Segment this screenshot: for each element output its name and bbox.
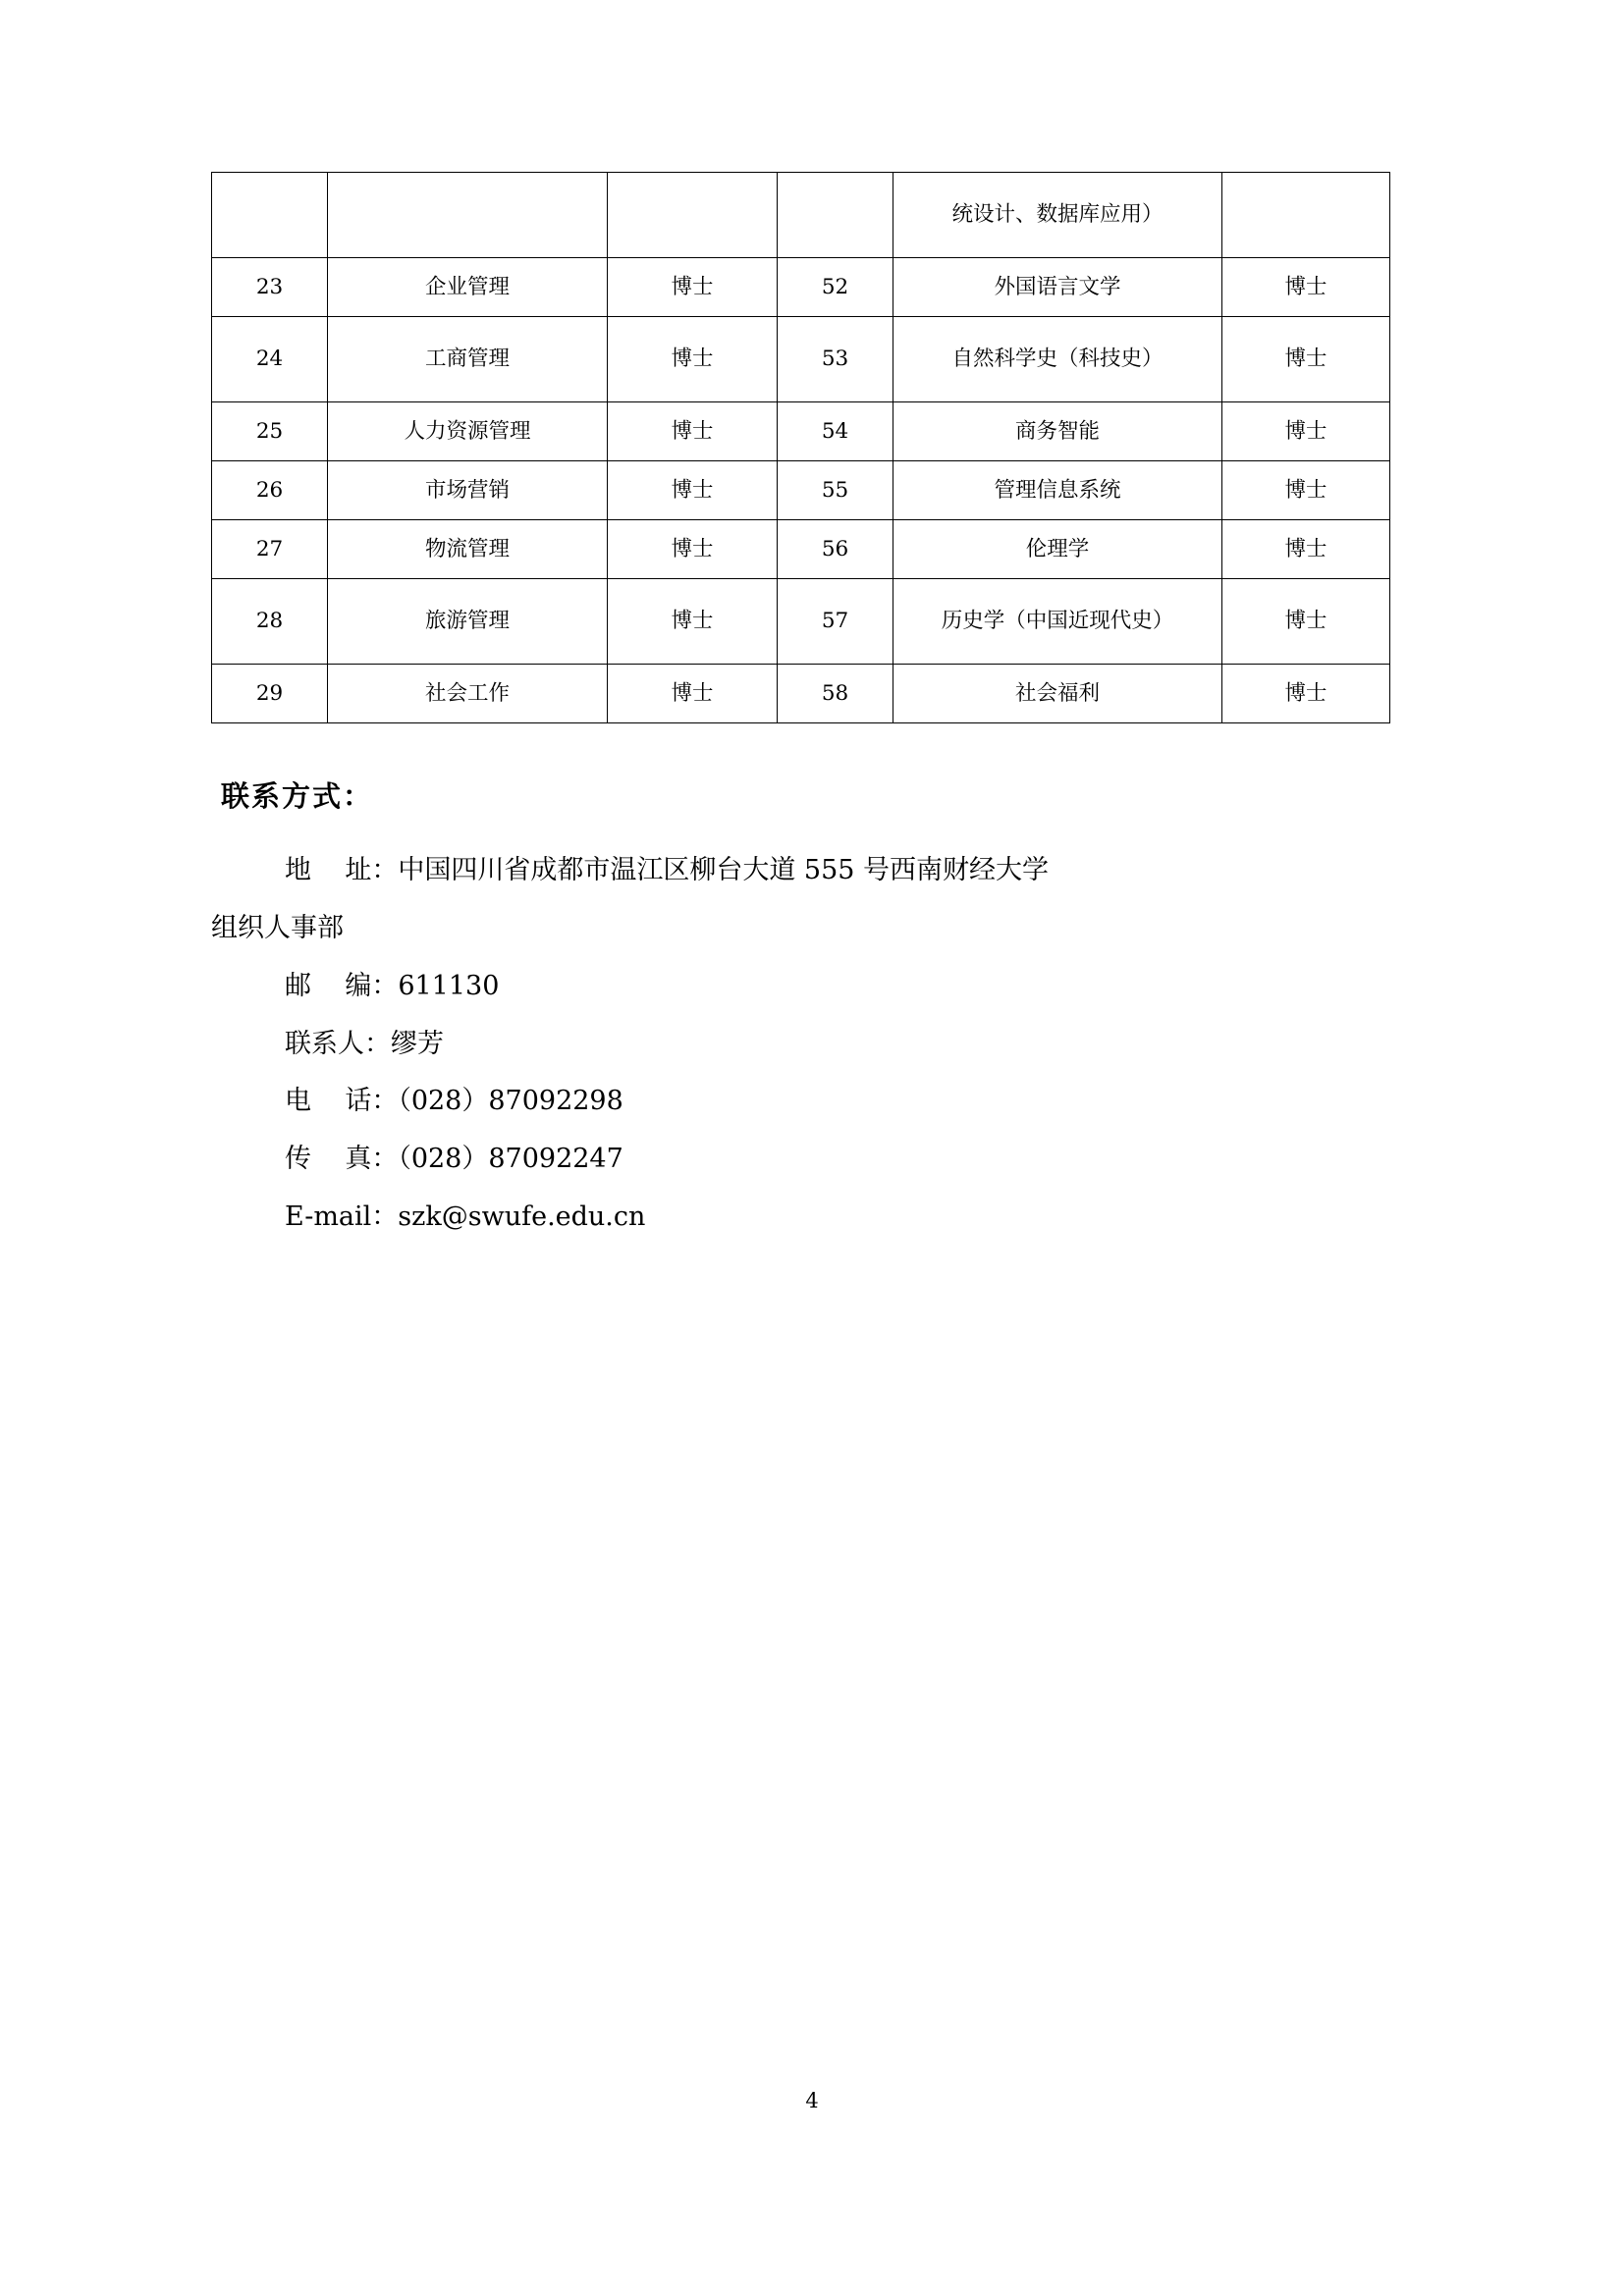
cell-no2: 57: [778, 579, 893, 665]
cell-degree2: 博士: [1222, 258, 1390, 317]
cell-no: 25: [212, 402, 328, 461]
cell-name: [328, 173, 608, 258]
cell-name: 物流管理: [328, 520, 608, 579]
cell-degree2: 博士: [1222, 461, 1390, 520]
table-row: [212, 173, 1390, 258]
contact-postcode: 邮 编：611130: [285, 970, 500, 1001]
cell-no: [212, 173, 328, 258]
page-number: 4: [805, 2089, 819, 2112]
cell-no2: 56: [778, 520, 893, 579]
cell-degree: 博士: [608, 402, 778, 461]
table-row: [212, 317, 1390, 402]
cell-degree: 博士: [608, 579, 778, 665]
cell-no2: 52: [778, 258, 893, 317]
cell-name2: 自然科学史（科技史）: [893, 317, 1222, 402]
table-row: [212, 461, 1390, 520]
cell-degree: 博士: [608, 665, 778, 723]
cell-no: 28: [212, 579, 328, 665]
cell-name: 社会工作: [328, 665, 608, 723]
majors-table-body: [212, 173, 1390, 723]
table-row: [212, 258, 1390, 317]
cell-name2: 历史学（中国近现代史）: [893, 579, 1222, 665]
majors-table: [211, 172, 1390, 723]
contact-phone: 电 话：（028）87092298: [285, 1086, 623, 1117]
cell-name: 市场营销: [328, 461, 608, 520]
contact-email: E-mail：szk@swufe.edu.cn: [285, 1201, 646, 1233]
contact-address-line2: 组织人事部: [211, 912, 344, 943]
cell-degree2: 博士: [1222, 665, 1390, 723]
cell-degree: 博士: [608, 317, 778, 402]
cell-no2: 58: [778, 665, 893, 723]
contact-details: [211, 842, 1414, 1247]
cell-name2: 管理信息系统: [893, 461, 1222, 520]
cell-degree: 博士: [608, 520, 778, 579]
cell-name2: 商务智能: [893, 402, 1222, 461]
cell-name: 人力资源管理: [328, 402, 608, 461]
cell-degree: [608, 173, 778, 258]
cell-name2: 外国语言文学: [893, 258, 1222, 317]
table-row: [212, 520, 1390, 579]
table-row: [212, 579, 1390, 665]
cell-no: 29: [212, 665, 328, 723]
contact-section-title: 联系方式：: [221, 779, 374, 813]
cell-name2: 统设计、数据库应用）: [893, 173, 1222, 258]
cell-no: 27: [212, 520, 328, 579]
cell-no: 26: [212, 461, 328, 520]
cell-name: 企业管理: [328, 258, 608, 317]
contact-address-line1: 地 址：中国四川省成都市温江区柳台大道 555 号西南财经大学: [285, 855, 1050, 885]
cell-degree: 博士: [608, 461, 778, 520]
cell-name2: 社会福利: [893, 665, 1222, 723]
cell-degree: 博士: [608, 258, 778, 317]
cell-name2: 伦理学: [893, 520, 1222, 579]
contact-person: 联系人：缪芳: [285, 1028, 444, 1059]
cell-degree2: 博士: [1222, 317, 1390, 402]
cell-no2: 54: [778, 402, 893, 461]
table-row: [212, 402, 1390, 461]
table-row: [212, 665, 1390, 723]
cell-no: 23: [212, 258, 328, 317]
cell-no: 24: [212, 317, 328, 402]
cell-no2: [778, 173, 893, 258]
cell-no2: 53: [778, 317, 893, 402]
cell-degree2: 博士: [1222, 402, 1390, 461]
cell-name: 旅游管理: [328, 579, 608, 665]
cell-no2: 55: [778, 461, 893, 520]
cell-degree2: 博士: [1222, 579, 1390, 665]
contact-fax: 传 真：（028）87092247: [285, 1144, 623, 1175]
cell-degree2: 博士: [1222, 520, 1390, 579]
document-body: [211, 172, 1414, 1247]
cell-name: 工商管理: [328, 317, 608, 402]
cell-degree2: [1222, 173, 1390, 258]
